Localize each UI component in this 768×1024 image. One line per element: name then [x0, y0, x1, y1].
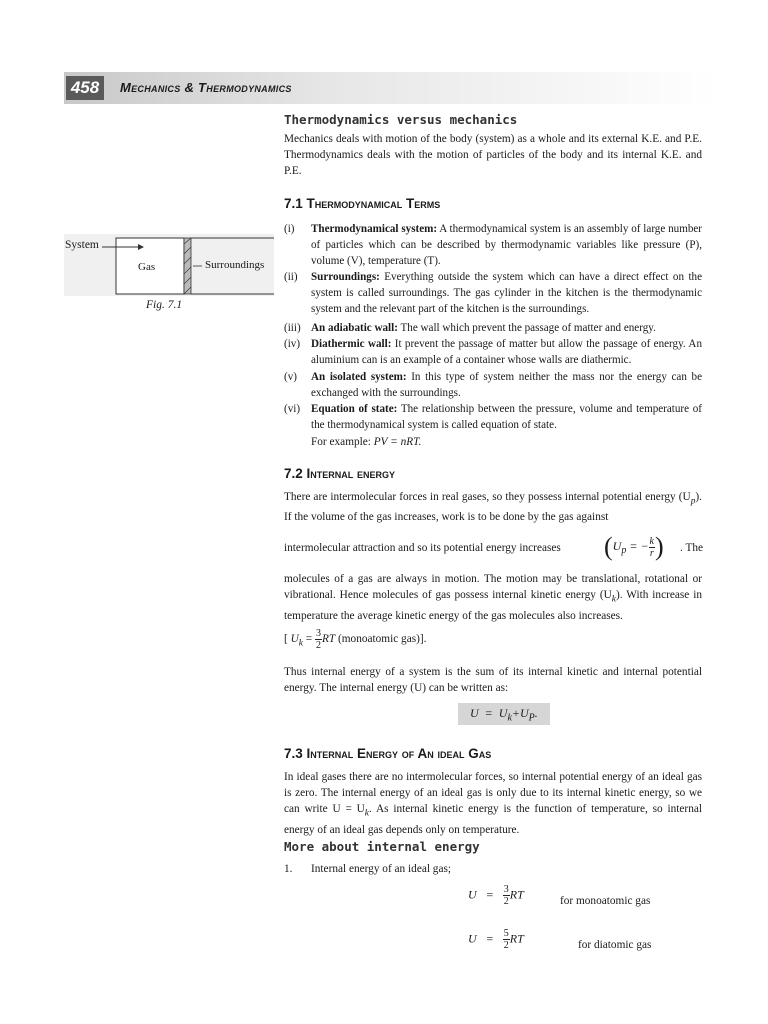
- list-item: (vi) Equation of state: The relationship between the pressure, volume and temperature of the thermodynamical system is called equation of state.: [284, 403, 702, 431]
- list-item: (iv) Diathermic wall: It prevent the passage of matter but allow the passage of energy. An aluminium can is an example of a container whose walls are diathermic.: [284, 338, 702, 366]
- section-7-2-heading: 7.2 Internal energy: [284, 466, 396, 481]
- section-7-3-heading: 7.3 Internal Energy of An ideal Gas: [284, 746, 492, 761]
- list-item: (v) An isolated system: In this type of system neither the mass nor the energy can be exchanged with the surroundings.: [284, 371, 703, 399]
- s72-paragraph-4: Thus internal energy of a system is the sum of its internal kinetic and internal potential energy. The internal energy (U) can be written as:: [284, 666, 702, 695]
- monoatomic-label: for monoatomic gas: [560, 895, 651, 907]
- example-line: For example: PV = nRT.: [311, 436, 422, 448]
- tvm-paragraph: Mechanics deals with motion of the body (system) as a whole and its external K.E. and P.E. Thermodynamics deals with the motion of particles of the body and its internal K.E. and P.E.: [284, 133, 702, 178]
- tvm-heading: Thermodynamics versus mechanics: [284, 112, 518, 127]
- s72-paragraph-2: intermolecular attraction and so its potential energy increases: [284, 542, 561, 554]
- chapter-title: Mechanics & Thermodynamics: [120, 80, 292, 95]
- page-number: 458: [66, 76, 104, 100]
- internal-energy-box: $U = U_k+U_P$.: [458, 703, 550, 725]
- surroundings-label: Surroundings: [205, 259, 265, 271]
- system-label: System: [65, 239, 99, 251]
- section-7-1-heading: 7.1 Thermodynamical Terms: [284, 196, 441, 211]
- figure-caption: Fig. 7.1: [146, 299, 183, 311]
- s72-the: . The: [680, 542, 704, 554]
- monoatomic-eq: U = $\frac{3}{2}$ RT: [468, 884, 524, 907]
- s73-paragraph: In ideal gases there are no intermolecular forces, so internal potential energy of an ideal gas is zero. The internal energy of an ideal gas is only due to its internal kinetic energy, so we can write $U = U_k$. As internal kinetic energy is the function of temperature, so internal energy of an ideal gas depends only on temperature.: [284, 771, 702, 836]
- s72-paragraph-3: molecules of a gas are always in motion. The motion may be translational, rotational or vibrational. Hence molecules of gas possess internal kinetic energy $(U_k)$. With increase in temperature the average kinetic energy of the gas molecules also increases.: [284, 573, 703, 622]
- item-text: Internal energy of an ideal gas;: [311, 863, 452, 875]
- diatomic-eq: U = $\frac{5}{2}$ RT: [468, 928, 524, 951]
- list-item: (ii) Surroundings: Everything outside the system which can have a direct effect on the system is called surroundings. The gas cylinder in the kitchen is the thermodynamic system and the relevant part of the kitchen is the surroundings.: [284, 271, 702, 315]
- s72-paragraph-1: There are intermolecular forces in real gases, so they possess internal potential energy $(U_p)$. If the volume of the gas increases, work is to be done by the gas against: [284, 491, 702, 524]
- gas-label: Gas: [138, 261, 156, 273]
- figure-7-1: [64, 234, 274, 296]
- list-item: (i) Thermodynamical system: A thermodynamical system is an assembly of large number of particles which can be described by thermodynamic variables like pressure (P), volume (V), temperature (T).: [284, 223, 702, 267]
- diatomic-label: for diatomic gas: [578, 939, 652, 951]
- item-number: 1.: [284, 863, 293, 875]
- more-heading: More about internal energy: [284, 839, 480, 854]
- list-item: (iii) An adiabatic wall: The wall which prevent the passage of matter and energy.: [284, 322, 656, 334]
- kinetic-energy-eq: [ $U_k$ = $\frac{3}{2}$ RT (monoatomic gas)].: [284, 628, 427, 651]
- potential-energy-eq: ($U_p$ = − $\frac{k}{r}$ ): [604, 532, 664, 561]
